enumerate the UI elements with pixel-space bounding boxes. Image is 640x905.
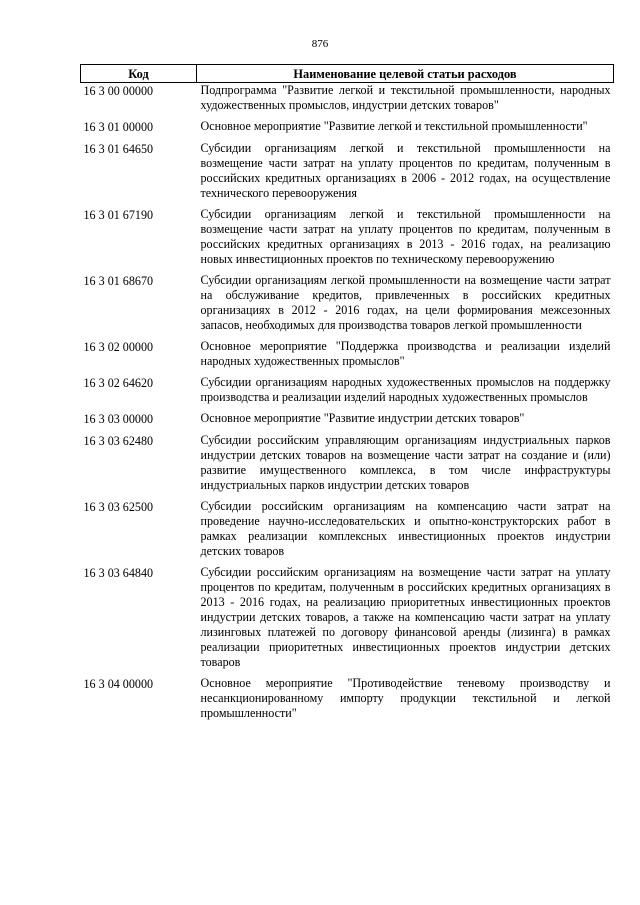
table-row bbox=[81, 565, 614, 676]
row-code: 16 3 03 62500 bbox=[83, 500, 154, 514]
row-code: 16 3 03 62480 bbox=[83, 434, 154, 448]
row-code: 16 3 01 68670 bbox=[83, 274, 154, 288]
table-row bbox=[81, 676, 614, 727]
table-row bbox=[81, 141, 614, 207]
row-name: Основное мероприятие "Развитие легкой и текстильной промышленности" bbox=[200, 119, 588, 133]
row-code: 16 3 02 00000 bbox=[83, 340, 154, 354]
row-code: 16 3 02 64620 bbox=[83, 376, 154, 390]
table-row bbox=[81, 83, 614, 120]
table-row bbox=[81, 273, 614, 339]
table-row bbox=[81, 411, 614, 433]
row-code: 16 3 04 00000 bbox=[83, 677, 154, 691]
table-body bbox=[81, 83, 614, 728]
row-name: Субсидии российским организациям на компенсацию части затрат на проведение научно-исследовательских и опытно-конструкторских работ в рамках реализации комплексных инвестиционных проектов индустрии детских товаров bbox=[200, 499, 611, 558]
row-name: Субсидии российским организациям на возмещение части затрат на уплату процентов по кредитам, полученным в российских кредитных организациях в 2013 - 2016 годах, на реализацию приоритетных инвестиционных проектов индустрии детских товаров, а также на компенсацию части затрат на уплату лизинговых платежей по договору финансовой аренды (лизинга) в рамках реализации приоритетных инвестиционных проектов индустрии детских товаров bbox=[200, 565, 611, 669]
table-row bbox=[81, 119, 614, 141]
row-name: Основное мероприятие "Развитие индустрии детских товаров" bbox=[200, 411, 525, 425]
column-header-name: Наименование целевой статьи расходов bbox=[197, 65, 614, 83]
row-code: 16 3 01 64650 bbox=[83, 142, 154, 156]
row-code: 16 3 01 00000 bbox=[83, 120, 154, 134]
row-name: Субсидии организациям легкой промышленности на возмещение части затрат на обслуживание кредитов, привлеченных в российских кредитных организациях в 2012 - 2016 годах, на цели формирования межсезонных запасов, необходимых для производства товаров легкой промышленности bbox=[200, 273, 611, 332]
row-name: Основное мероприятие "Противодействие теневому производству и несанкционированному импорту продукции текстильной и легкой промышленности" bbox=[200, 676, 611, 720]
table-row bbox=[81, 207, 614, 273]
budget-table bbox=[80, 64, 614, 727]
row-name: Субсидии организациям легкой и текстильной промышленности на возмещение части затрат на уплату процентов по кредитам, полученным в российских кредитных организациях в 2006 - 2012 годах, на осуществление технического перевооружения bbox=[200, 141, 611, 200]
table-row bbox=[81, 339, 614, 375]
row-name: Субсидии российским управляющим организациям индустриальных парков индустрии детских товаров на возмещение части затрат на создание и (или) развитие имущественного комплекса, в том числе инфраструктуры индустриальных парков индустрии детских товаров bbox=[200, 433, 611, 492]
column-header-code: Код bbox=[81, 65, 197, 83]
page-number: 876 bbox=[311, 38, 329, 50]
table-row bbox=[81, 375, 614, 411]
row-name: Основное мероприятие "Поддержка производства и реализации изделий народных художественных промыслов" bbox=[200, 339, 611, 368]
table-row bbox=[81, 433, 614, 499]
row-name: Подпрограмма "Развитие легкой и текстильной промышленности, народных художественных промыслов, индустрии детских товаров" bbox=[200, 83, 611, 112]
row-name: Субсидии организациям легкой и текстильной промышленности на возмещение части затрат на уплату процентов по кредитам, полученным в российских кредитных организациях в 2013 - 2016 годах, на реализацию новых инвестиционных проектов по техническому перевооружению bbox=[200, 207, 611, 266]
table-row bbox=[81, 499, 614, 565]
row-name: Субсидии организациям народных художественных промыслов на поддержку производства и реализации изделий народных художественных промыслов bbox=[200, 375, 611, 404]
row-code: 16 3 03 00000 bbox=[83, 412, 154, 426]
row-code: 16 3 03 64840 bbox=[83, 566, 154, 580]
row-code: 16 3 01 67190 bbox=[83, 208, 154, 222]
row-code: 16 3 00 00000 bbox=[83, 84, 154, 98]
table-header-row bbox=[81, 65, 614, 83]
